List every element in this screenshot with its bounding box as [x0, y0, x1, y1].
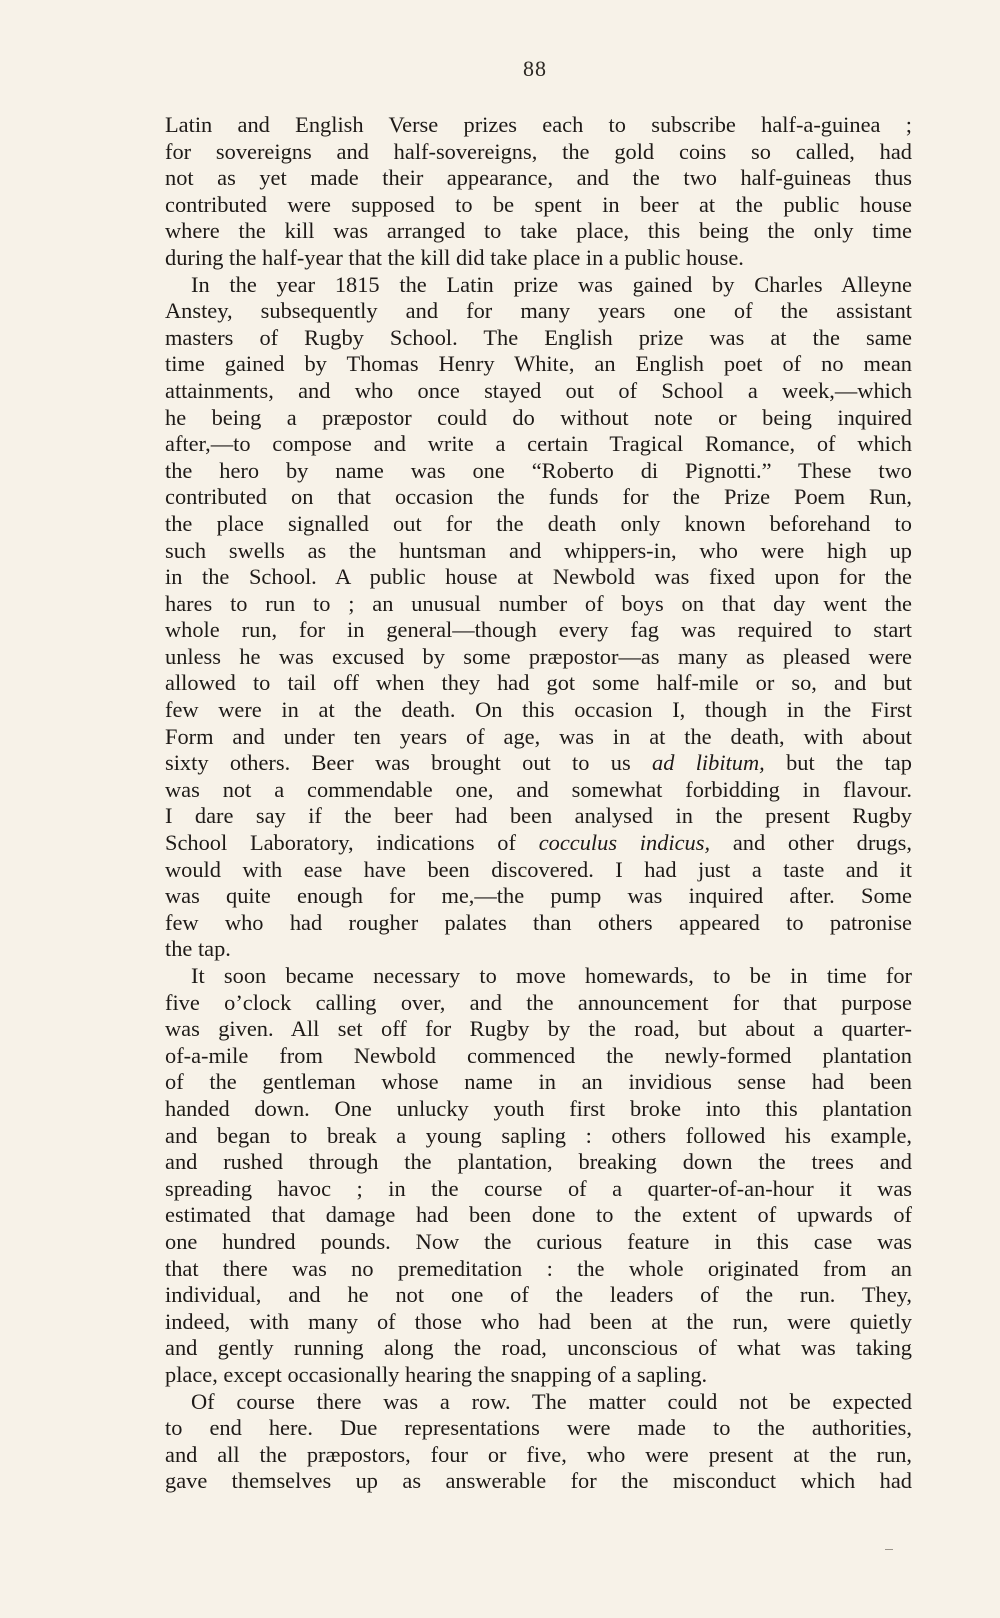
text-line: where the kill was arranged to take place, this being the only time [165, 218, 912, 244]
text-segment: but the tap [786, 750, 912, 776]
text-line: handed down. One unlucky youth first broke into this plantation [165, 1095, 912, 1121]
text-line: gave themselves up as answerable for the misconduct which had [165, 1468, 912, 1494]
text-line: unless he was excused by some præpostor—as many as pleased were [165, 643, 912, 669]
text-line: and rushed through the plantation, breaking down the trees and [165, 1149, 912, 1175]
text-line: few were in at the death. On this occasion I, though in the First [165, 697, 912, 723]
text-line: contributed on that occasion the funds for the Prize Poem Run, [165, 484, 912, 510]
text-line: was not a commendable one, and somewhat forbidding in flavour. [165, 776, 912, 802]
text-line: attainments, and who once stayed out of School a week,—which [165, 377, 912, 403]
text-line: for sovereigns and half-sovereigns, the gold coins so called, had [165, 138, 912, 164]
text-line: the place signalled out for the death only known beforehand to [165, 510, 912, 536]
text-segment: School Laboratory, indications of [165, 830, 516, 856]
paragraph [165, 272, 912, 963]
text-line: and all the præpostors, four or five, who were present at the run, [165, 1441, 912, 1467]
text-line: indeed, with many of those who had been at the run, were quietly [165, 1308, 912, 1334]
text-line [165, 750, 912, 777]
text-line: in the School. A public house at Newbold was fixed upon for the [165, 564, 912, 590]
text-line: of the gentleman whose name in an invidious sense had been [165, 1069, 912, 1095]
italic-phrase: ad libitum, [652, 750, 765, 776]
text-line: In the year 1815 the Latin prize was gained by Charles Alleyne [191, 271, 912, 297]
text-line: not as yet made their appearance, and the two half-guineas thus [165, 165, 912, 191]
text-line: one hundred pounds. Now the curious feature in this case was [165, 1228, 912, 1254]
text-line: Of course there was a row. The matter could not be expected [191, 1388, 912, 1414]
text-line: and gently running along the road, unconscious of what was taking [165, 1335, 912, 1361]
text-line: of-a-mile from Newbold commenced the newly-formed plantation [165, 1042, 912, 1068]
text-line: was given. All set off for Rugby by the road, but about a quarter- [165, 1016, 912, 1042]
text-line: the tap. [165, 936, 231, 962]
text-line: allowed to tail off when they had got some half-mile or so, and but [165, 670, 912, 696]
text-line: to end here. Due representations were made to the authorities, [165, 1415, 912, 1441]
text-line: after,—to compose and write a certain Tragical Romance, of which [165, 431, 912, 457]
text-line: spreading havoc ; in the course of a quarter-of-an-hour it was [165, 1175, 912, 1201]
text-line: contributed were supposed to be spent in beer at the public house [165, 191, 912, 217]
text-line: Anstey, subsequently and for many years one of the assistant [165, 298, 912, 324]
text-line: whole run, for in general—though every fag was required to start [165, 617, 912, 643]
text-line: that there was no premeditation : the whole originated from an [165, 1255, 912, 1281]
text-line: during the half-year that the kill did take place in a public house. [165, 244, 744, 270]
paragraph [165, 1389, 912, 1495]
text-line: time gained by Thomas Henry White, an English poet of no mean [165, 351, 912, 377]
page-number: 88 [523, 56, 547, 81]
text-line: he being a præpostor could do without note or being inquired [165, 404, 912, 430]
text-line: the hero by name was one “Roberto di Pignotti.” These two [165, 457, 912, 483]
text-line: individual, and he not one of the leaders of the run. They, [165, 1282, 912, 1308]
text-line: estimated that damage had been done to the extent of upwards of [165, 1202, 912, 1228]
text-line [165, 830, 912, 857]
text-line: I dare say if the beer had been analysed in the present Rugby [165, 803, 912, 829]
text-line: Latin and English Verse prizes each to subscribe half-a-guinea ; [165, 112, 912, 137]
text-line: masters of Rugby School. The English prize was at the same [165, 324, 912, 350]
text-line: would with ease have been discovered. I had just a taste and it [165, 856, 912, 882]
italic-phrase: cocculus indicus, [538, 830, 711, 856]
text-line: hares to run to ; an unusual number of boys on that day went the [165, 590, 912, 616]
print-mark [885, 1549, 893, 1550]
text-line: such swells as the huntsman and whippers-in, who were high up [165, 537, 912, 563]
text-line: and began to break a young sapling : others followed his example, [165, 1122, 912, 1148]
text-segment: sixty others. Beer was brought out to us [165, 750, 631, 776]
text-line: was quite enough for me,—the pump was inquired after. Some [165, 883, 912, 909]
body-text [165, 112, 912, 1495]
text-line: few who had rougher palates than others appeared to patronise [165, 909, 912, 935]
paragraph [165, 963, 912, 1389]
paragraph [165, 112, 912, 272]
text-line: It soon became necessary to move homewards, to be in time for [191, 963, 912, 988]
text-line: Form and under ten years of age, was in at the death, with about [165, 723, 912, 749]
text-line: place, except occasionally hearing the snapping of a sapling. [165, 1361, 708, 1387]
text-line: five o’clock calling over, and the announcement for that purpose [165, 989, 912, 1015]
text-segment: and other drugs, [732, 830, 912, 856]
